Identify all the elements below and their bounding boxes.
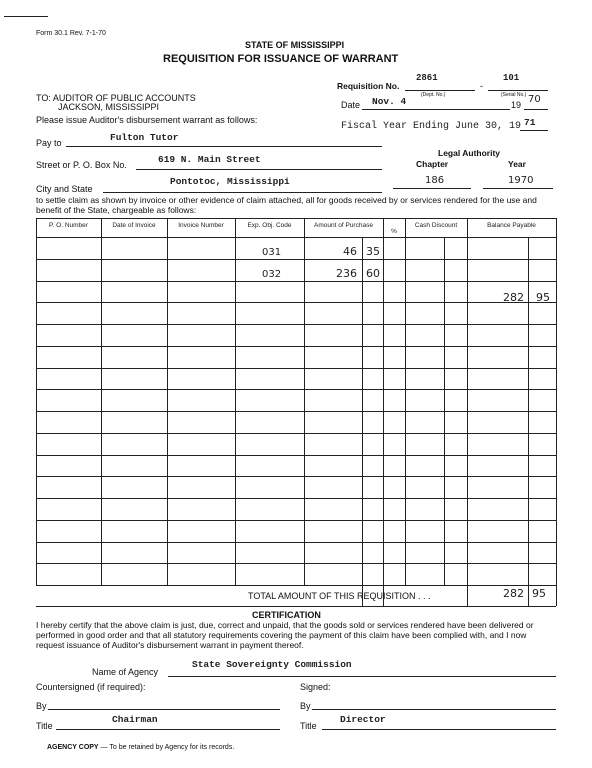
agency-label: Name of Agency bbox=[92, 667, 159, 677]
dept-no: 2861 bbox=[416, 73, 438, 83]
table-row-line bbox=[36, 281, 556, 282]
row1-cents: 35 bbox=[366, 245, 380, 258]
title-left-value: Chairman bbox=[112, 714, 158, 725]
pay-to-label: Pay to bbox=[36, 138, 62, 148]
balance-cents: 95 bbox=[536, 291, 550, 304]
table-row-line bbox=[36, 542, 556, 543]
table-row-line bbox=[36, 259, 556, 260]
certification-heading: CERTIFICATION bbox=[252, 610, 321, 620]
serial-no: 101 bbox=[503, 73, 520, 83]
year-label: Year bbox=[508, 159, 526, 169]
table-row-line bbox=[36, 520, 556, 521]
row1-code: 031 bbox=[262, 247, 282, 258]
header-po-number: P. O. Number bbox=[49, 222, 88, 229]
table-row-line bbox=[36, 433, 556, 434]
table-row-line bbox=[36, 411, 556, 412]
fiscal-year: 71 bbox=[524, 117, 536, 128]
date-label: Date bbox=[341, 100, 361, 110]
table-row-line bbox=[36, 455, 556, 456]
row2-amount: 236 bbox=[336, 267, 357, 280]
header-percent: % bbox=[391, 228, 397, 235]
table-row-line bbox=[36, 498, 556, 499]
pay-to-value: Fulton Tutor bbox=[110, 132, 179, 143]
footer-note bbox=[47, 744, 234, 751]
to-instruction: Please issue Auditor's disbursement warrant as follows: bbox=[36, 115, 258, 125]
title-label-right: Title bbox=[300, 721, 317, 731]
agency-value: State Sovereignty Commission bbox=[192, 659, 352, 670]
form-title: REQUISITION FOR ISSUANCE OF WARRANT bbox=[163, 53, 399, 65]
header-exp-obj-code: Exp. Obj. Code bbox=[247, 222, 292, 229]
row2-code: 032 bbox=[262, 269, 282, 280]
date-year: 70 bbox=[528, 94, 541, 105]
header-amount-of-purchase: Amount of Purchase bbox=[314, 222, 373, 229]
chapter-label: Chapter bbox=[416, 159, 449, 169]
total-label: TOTAL AMOUNT OF THIS REQUISITION . . . bbox=[248, 591, 431, 601]
by-label-left: By bbox=[36, 701, 47, 711]
serial-caption: (Serial No.) bbox=[501, 92, 527, 98]
balance-amount: 282 bbox=[503, 291, 524, 304]
total-cents: 95 bbox=[532, 587, 546, 600]
table-row-line bbox=[36, 324, 556, 325]
state-heading: STATE OF MISSISSIPPI bbox=[245, 40, 345, 50]
table-row-line bbox=[36, 563, 556, 564]
street-value: 619 N. Main Street bbox=[158, 154, 261, 165]
certification-text: I hereby certify that the above claim is just, due, correct and unpaid, that the goods sold or services rendered have been delivered or performed in good order and that all statutory requirements covering the payment of this claim have been complied with, and I now request issuance of Auditor's disbursement warrant in payment thereof. bbox=[36, 620, 534, 650]
corner-mark bbox=[4, 16, 48, 17]
year-value: 1970 bbox=[508, 175, 534, 186]
fiscal-label: Fiscal Year Ending June 30, 19 bbox=[341, 121, 522, 132]
row1-amount: 46 bbox=[343, 245, 357, 258]
street-label: Street or P. O. Box No. bbox=[36, 160, 127, 170]
requisition-label: Requisition No. bbox=[337, 81, 400, 91]
city-label: City and State bbox=[36, 184, 93, 194]
countersigned-label: Countersigned (if required): bbox=[36, 682, 146, 692]
signed-label: Signed: bbox=[300, 682, 331, 692]
to-city: JACKSON, MISSISSIPPI bbox=[58, 102, 160, 112]
form-id: Form 30.1 Rev. 7-1-70 bbox=[36, 30, 106, 37]
row2-cents: 60 bbox=[366, 267, 380, 280]
table-row-line bbox=[36, 476, 556, 477]
total-amount: 282 bbox=[503, 587, 524, 600]
by-label-right: By bbox=[300, 701, 311, 711]
date-value: Nov. 4 bbox=[372, 96, 407, 107]
dept-caption: (Dept. No.) bbox=[421, 92, 446, 98]
header-cash-discount: Cash Discount bbox=[414, 222, 458, 229]
title-right-value: Director bbox=[340, 714, 386, 725]
requisition-dash: - bbox=[480, 81, 483, 91]
table-row-line bbox=[36, 389, 556, 390]
city-value: Pontotoc, Mississippi bbox=[170, 176, 290, 187]
settle-text: to settle claim as shown by invoice or other evidence of claim attached, all for goods received by or services rendered for the use and benefit of the State, chargeable as follows: bbox=[36, 195, 537, 215]
header-invoice-number: Invoice Number bbox=[178, 222, 224, 229]
header-date-of-invoice: Date of Invoice bbox=[112, 222, 156, 229]
footer-bold: AGENCY COPY bbox=[47, 744, 99, 751]
date-year-prefix: 19 bbox=[511, 100, 522, 110]
to-auditor: TO: AUDITOR OF PUBLIC ACCOUNTS bbox=[36, 93, 196, 103]
footer-text: — To be retained by Agency for its records. bbox=[98, 744, 235, 751]
title-label-left: Title bbox=[36, 721, 53, 731]
table-row-line bbox=[36, 368, 556, 369]
legal-authority-heading: Legal Authority bbox=[438, 148, 501, 158]
chapter-value: 186 bbox=[425, 175, 445, 186]
header-balance-payable: Balance Payable bbox=[487, 222, 536, 229]
table-row-line bbox=[36, 346, 556, 347]
